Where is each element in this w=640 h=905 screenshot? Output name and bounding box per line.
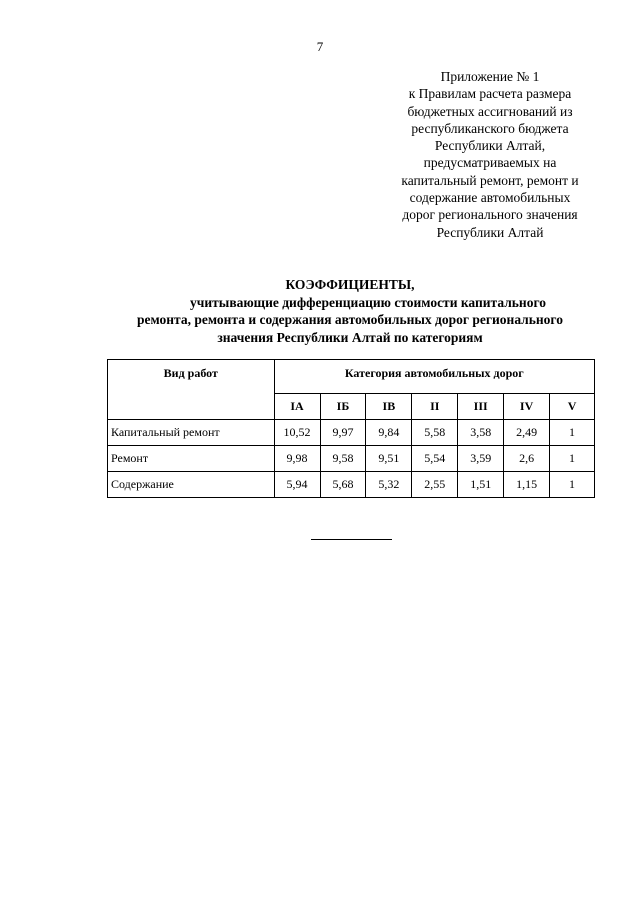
appendix-line: Республики Алтай: [436, 224, 544, 240]
title-line: ремонта, ремонта и содержания автомобильных дорог регионального: [137, 312, 563, 327]
table-cell: 2,55: [412, 472, 458, 498]
table-cell: 9,58: [320, 446, 366, 472]
table-row: [108, 446, 595, 472]
table-cell: 1: [550, 472, 595, 498]
table-cell: 10,52: [274, 420, 320, 446]
table-cell: 9,98: [274, 446, 320, 472]
category-header: II: [412, 394, 458, 420]
title-heading: КОЭФФИЦИЕНТЫ,: [285, 277, 415, 292]
category-header: IV: [504, 394, 550, 420]
table-header-row: [108, 360, 595, 394]
appendix-note: [380, 68, 600, 241]
table-cell: 9,51: [366, 446, 412, 472]
appendix-line: содержание автомобильных: [409, 190, 571, 206]
appendix-line: капитальный ремонт, ремонт и: [401, 172, 579, 188]
table-cell: 9,84: [366, 420, 412, 446]
table-cell: 5,54: [412, 446, 458, 472]
coefficients-table: [107, 359, 595, 498]
category-header: III: [458, 394, 504, 420]
page-number: 7: [316, 39, 324, 54]
table-cell: 2,6: [504, 446, 550, 472]
table-cell: 1: [550, 446, 595, 472]
document-title: [100, 276, 600, 346]
title-line: учитывающие дифференциацию стоимости капитального: [190, 294, 546, 310]
table-cell: 1: [550, 420, 595, 446]
table-cell: 5,58: [412, 420, 458, 446]
category-header: IA: [274, 394, 320, 420]
title-line: значения Республики Алтай по категориям: [217, 329, 483, 345]
table-cell: 1,51: [458, 472, 504, 498]
footer-divider: [311, 539, 392, 540]
row-label: Капитальный ремонт: [108, 420, 275, 446]
table-cell: 3,59: [458, 446, 504, 472]
appendix-line: предусматриваемых на: [423, 155, 557, 171]
row-label: Ремонт: [108, 446, 275, 472]
appendix-line: Приложение № 1: [440, 69, 540, 84]
table-cell: 9,97: [320, 420, 366, 446]
table-cell: 5,32: [366, 472, 412, 498]
table-row: [108, 420, 595, 446]
category-header: V: [550, 394, 595, 420]
appendix-line: дорог регионального значения: [402, 207, 578, 223]
category-header: IБ: [320, 394, 366, 420]
appendix-line: республиканского бюджета: [411, 120, 569, 136]
category-header: IB: [366, 394, 412, 420]
table-cell: 5,94: [274, 472, 320, 498]
row-label: Содержание: [108, 472, 275, 498]
table-cell: 1,15: [504, 472, 550, 498]
table-cell: 5,68: [320, 472, 366, 498]
appendix-line: к Правилам расчета размера: [408, 86, 572, 102]
work-type-header: Вид работ: [108, 360, 275, 420]
table-cell: 2,49: [504, 420, 550, 446]
appendix-line: Республики Алтай,: [434, 138, 546, 154]
appendix-line: бюджетных ассигнований из: [407, 103, 573, 119]
table-cell: 3,58: [458, 420, 504, 446]
category-group-header: Категория автомобильных дорог: [274, 360, 594, 394]
table-row: [108, 472, 595, 498]
